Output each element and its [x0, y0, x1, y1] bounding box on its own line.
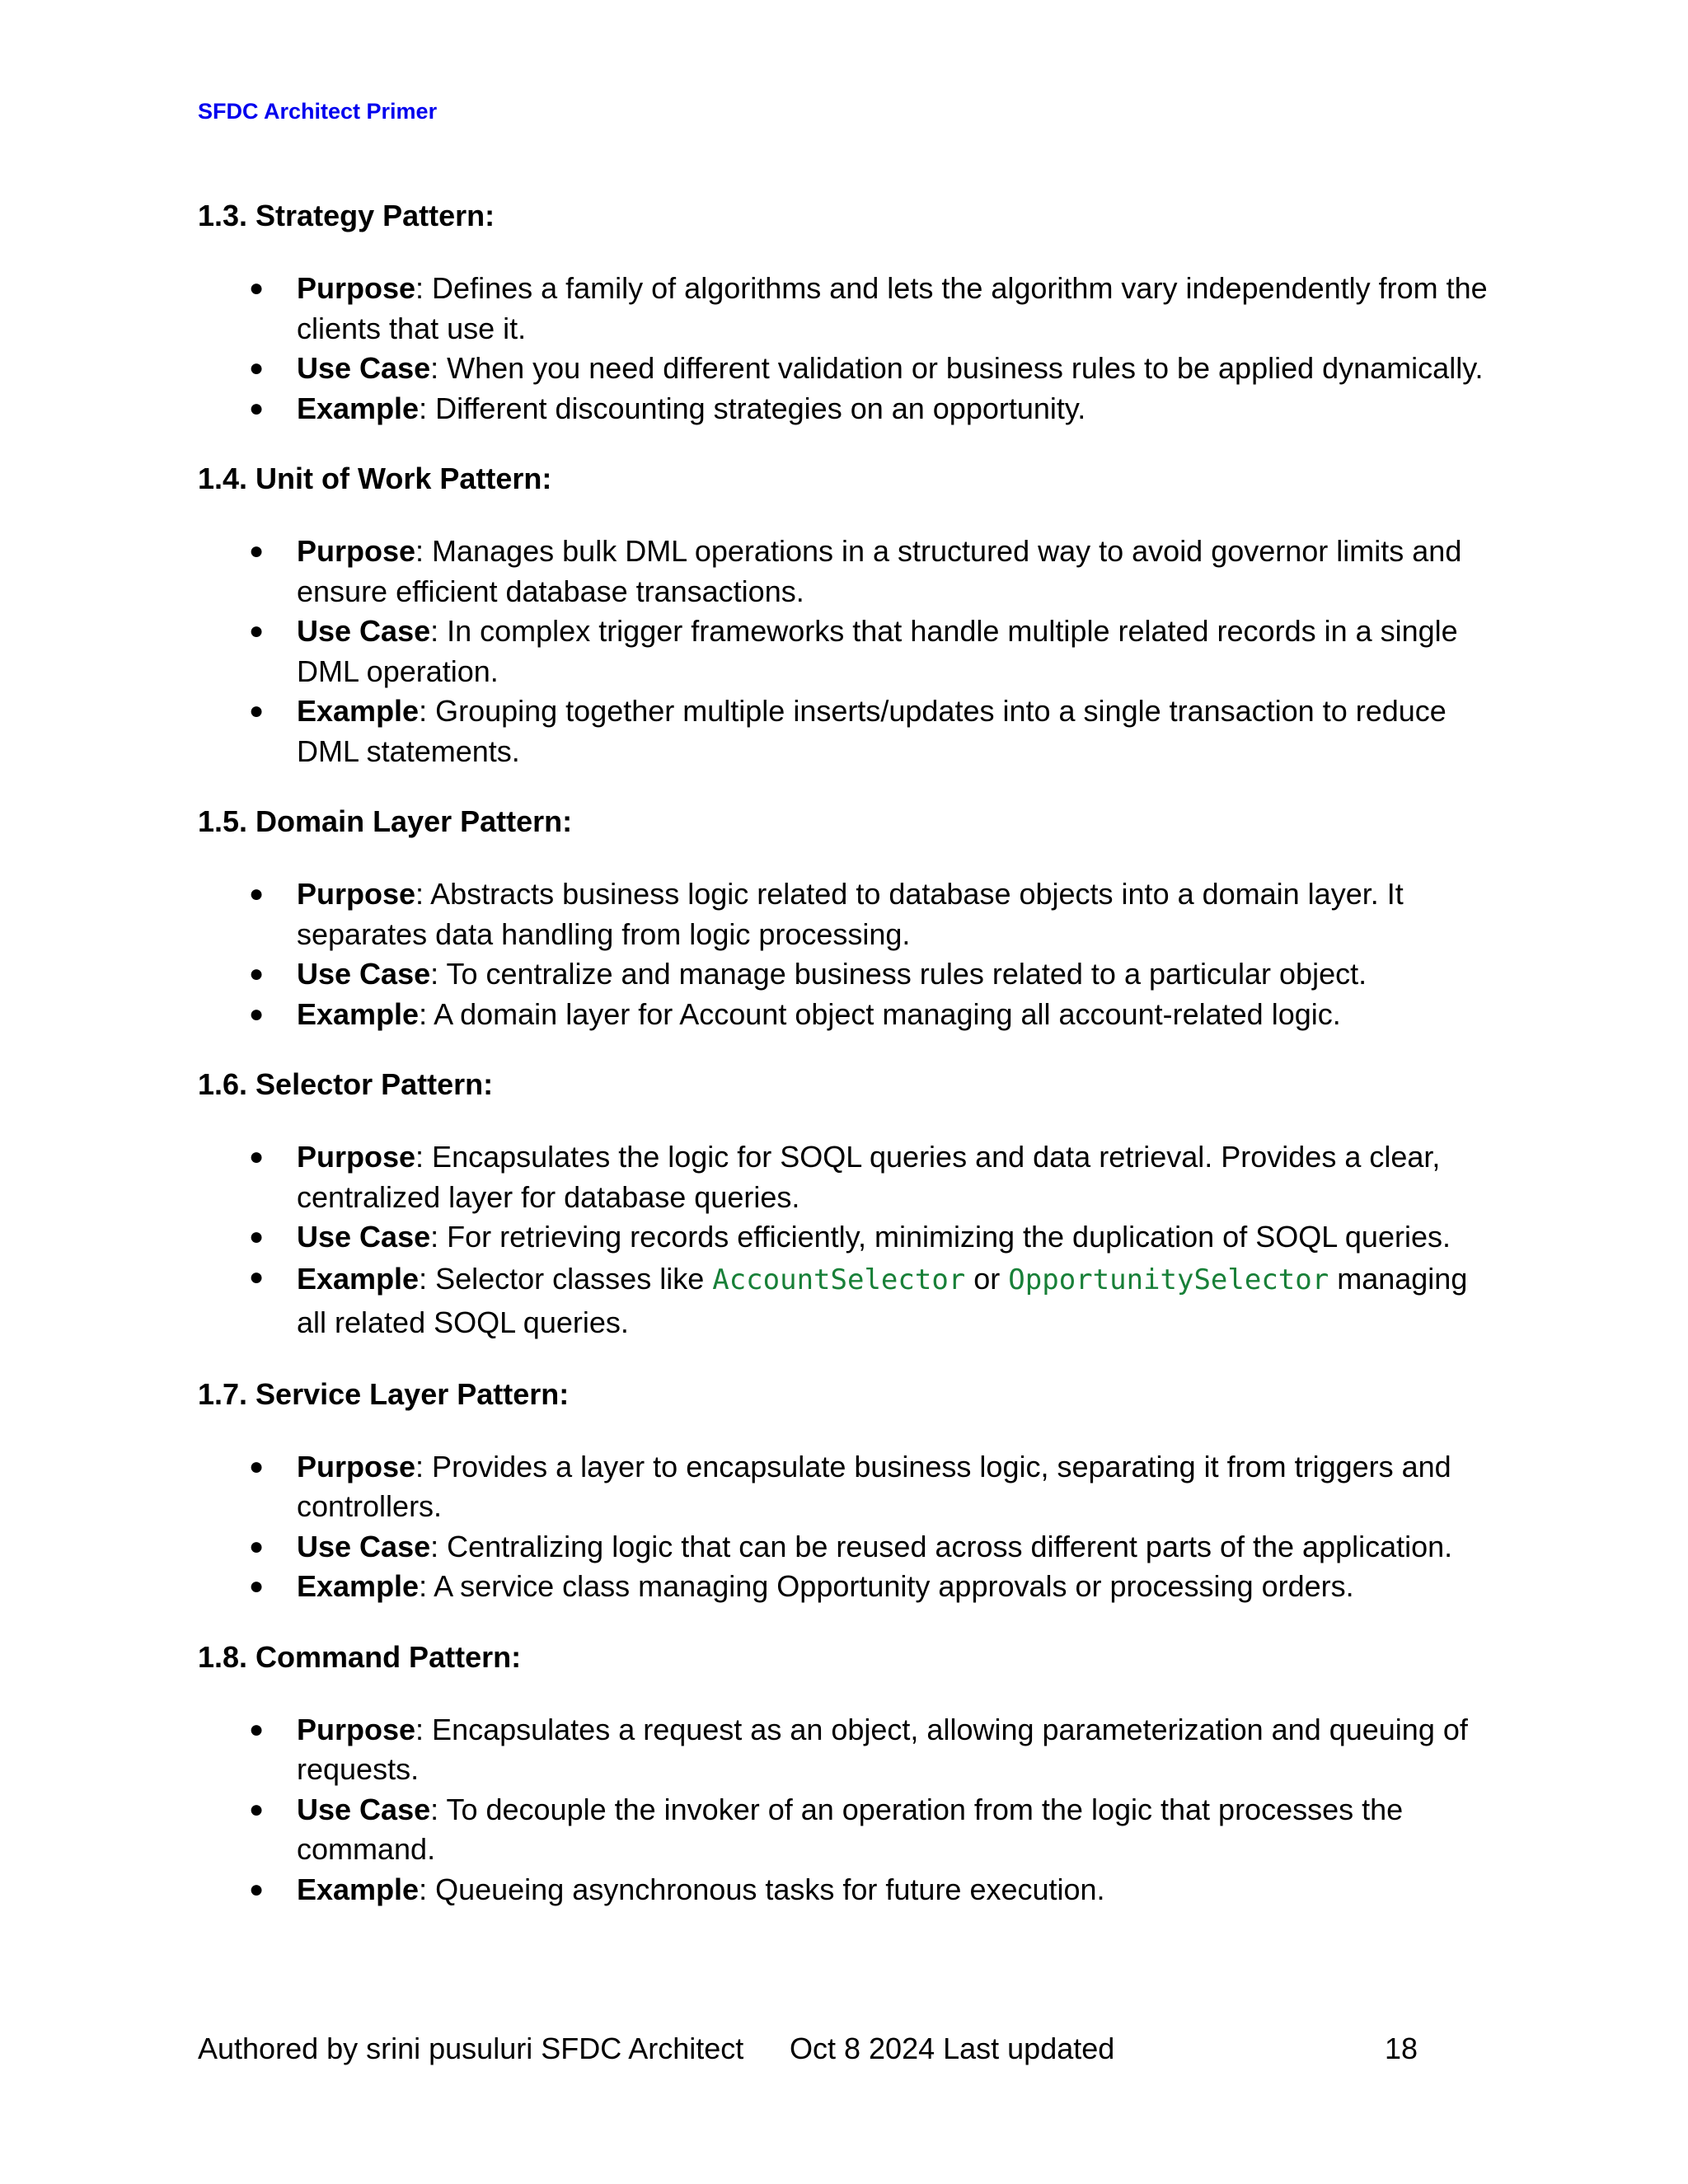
footer-date: Oct 8 2024 Last updated: [790, 2032, 1115, 2065]
bullet-text: : Encapsulates a request as an object, allowing parameterization and queuing of requests.: [297, 1712, 1468, 1786]
bullet-label: Example: [297, 996, 420, 1031]
bullet-list: [198, 1447, 1500, 1607]
bullet-label: Purpose: [297, 1712, 416, 1746]
bullet-label: Use Case: [297, 351, 431, 385]
bullet-label: Purpose: [297, 1140, 416, 1174]
bullet-label: Purpose: [297, 1449, 416, 1483]
section-selector-pattern: [198, 1065, 1500, 1344]
section-title: 1.8. Command Pattern:: [198, 1639, 522, 1674]
list-item: [198, 1567, 1500, 1607]
bullet-label: Use Case: [297, 1220, 431, 1254]
list-item: [198, 1790, 1500, 1870]
bullet-text: : For retrieving records efficiently, minimizing the duplication of SOQL queries.: [430, 1220, 1451, 1254]
bullet-text: : To centralize and manage business rules related to a particular object.: [430, 957, 1367, 991]
bullet-icon: ●: [249, 960, 265, 987]
bullet-label: Example: [297, 1569, 420, 1603]
section-unit-of-work-pattern: [198, 459, 1500, 771]
list-item: [198, 532, 1500, 612]
section-command-pattern: [198, 1638, 1500, 1910]
bullet-list: [198, 269, 1500, 429]
section-title: 1.6. Selector Pattern:: [198, 1067, 494, 1101]
bullet-label: Use Case: [297, 614, 431, 648]
list-item: [198, 1137, 1500, 1217]
inline-code: AccountSelector: [712, 1263, 966, 1296]
list-item: [198, 1710, 1500, 1790]
bullet-label: Purpose: [297, 534, 416, 568]
section-title: 1.4. Unit of Work Pattern:: [198, 462, 552, 495]
bullet-icon: ●: [249, 274, 265, 302]
bullet-text: : To decouple the invoker of an operation from the logic that processes the command.: [297, 1792, 1404, 1866]
bullet-icon: ●: [249, 354, 265, 382]
bullet-label: Example: [297, 1872, 420, 1906]
bullet-icon: ●: [249, 1143, 265, 1170]
bullet-icon: ●: [249, 1875, 265, 1903]
bullet-icon: ●: [249, 880, 265, 907]
bullet-text: : Defines a family of algorithms and lets the algorithm vary independently from the clients that use it.: [297, 271, 1488, 345]
list-item: [198, 1447, 1500, 1527]
list-item: [198, 1870, 1500, 1910]
inline-code: OpportunitySelector: [1008, 1263, 1329, 1296]
bullet-icon: ●: [249, 1223, 265, 1250]
bullet-label: Use Case: [297, 1529, 431, 1563]
bullet-list: [198, 1710, 1500, 1910]
bullet-icon: ●: [249, 1263, 265, 1291]
bullet-label: Use Case: [297, 1792, 431, 1826]
document-body: [198, 196, 1500, 1940]
bullet-text: managing all related SOQL queries.: [297, 1261, 1468, 1339]
bullet-icon: ●: [249, 1532, 265, 1560]
bullet-text: : Encapsulates the logic for SOQL queries and data retrieval. Provides a clear, centralized layer for database queries.: [297, 1140, 1441, 1214]
bullet-icon: ●: [249, 1000, 265, 1028]
list-item: [198, 269, 1500, 349]
bullet-label: Purpose: [297, 271, 416, 305]
section-title: 1.5. Domain Layer Pattern:: [198, 804, 573, 838]
section-strategy-pattern: [198, 196, 1500, 429]
bullet-text: : Selector classes like: [419, 1261, 713, 1296]
list-item: [198, 691, 1500, 771]
list-item: [198, 1217, 1500, 1258]
bullet-label: Use Case: [297, 957, 431, 991]
bullet-icon: ●: [249, 697, 265, 724]
list-item: [198, 612, 1500, 691]
section-title: 1.7. Service Layer Pattern:: [198, 1376, 570, 1411]
bullet-icon: ●: [249, 1795, 265, 1823]
running-header: SFDC Architect Primer: [198, 99, 438, 124]
bullet-list: [198, 874, 1500, 1034]
bullet-text: : Abstracts business logic related to database objects into a domain layer. It separates data handling from logic processing.: [297, 877, 1404, 951]
bullet-icon: ●: [249, 1572, 265, 1600]
bullet-icon: ●: [249, 1452, 265, 1480]
section-title: 1.3. Strategy Pattern:: [198, 199, 495, 232]
bullet-icon: ●: [249, 617, 265, 644]
bullet-text: : Manages bulk DML operations in a structured way to avoid governor limits and ensure efficient database transactions.: [297, 534, 1462, 608]
bullet-text: : Grouping together multiple inserts/updates into a single transaction to reduce DML statements.: [297, 694, 1447, 768]
bullet-label: Purpose: [297, 877, 416, 911]
bullet-icon: ●: [249, 394, 265, 422]
list-item: [198, 954, 1500, 995]
list-item: [198, 1258, 1500, 1344]
section-service-layer-pattern: [198, 1375, 1500, 1607]
list-item: [198, 874, 1500, 954]
bullet-icon: ●: [249, 537, 265, 565]
bullet-label: Example: [297, 391, 420, 425]
section-domain-layer-pattern: [198, 802, 1500, 1034]
bullet-text: : Provides a layer to encapsulate business logic, separating it from triggers and controllers.: [297, 1449, 1451, 1523]
page-number: 18: [1385, 2032, 1418, 2065]
footer-author: Authored by srini pusuluri SFDC Architect: [198, 2032, 744, 2065]
bullet-text: : Centralizing logic that can be reused across different parts of the application.: [430, 1529, 1453, 1563]
bullet-text: or: [965, 1261, 1009, 1296]
bullet-text: : In complex trigger frameworks that handle multiple related records in a single DML operation.: [297, 614, 1458, 688]
bullet-list: [198, 1137, 1500, 1344]
bullet-label: Example: [297, 694, 420, 728]
list-item: [198, 995, 1500, 1035]
bullet-text: : Different discounting strategies on an opportunity.: [419, 391, 1086, 425]
list-item: [198, 1527, 1500, 1568]
list-item: [198, 349, 1500, 389]
bullet-label: Example: [297, 1261, 420, 1296]
bullet-text: : When you need different validation or business rules to be applied dynamically.: [430, 351, 1484, 385]
bullet-icon: ●: [249, 1715, 265, 1743]
bullet-text: : A domain layer for Account object managing all account-related logic.: [419, 996, 1341, 1031]
bullet-text: : A service class managing Opportunity approvals or processing orders.: [419, 1569, 1354, 1603]
list-item: [198, 389, 1500, 429]
bullet-list: [198, 532, 1500, 771]
bullet-text: : Queueing asynchronous tasks for future execution.: [419, 1872, 1105, 1906]
